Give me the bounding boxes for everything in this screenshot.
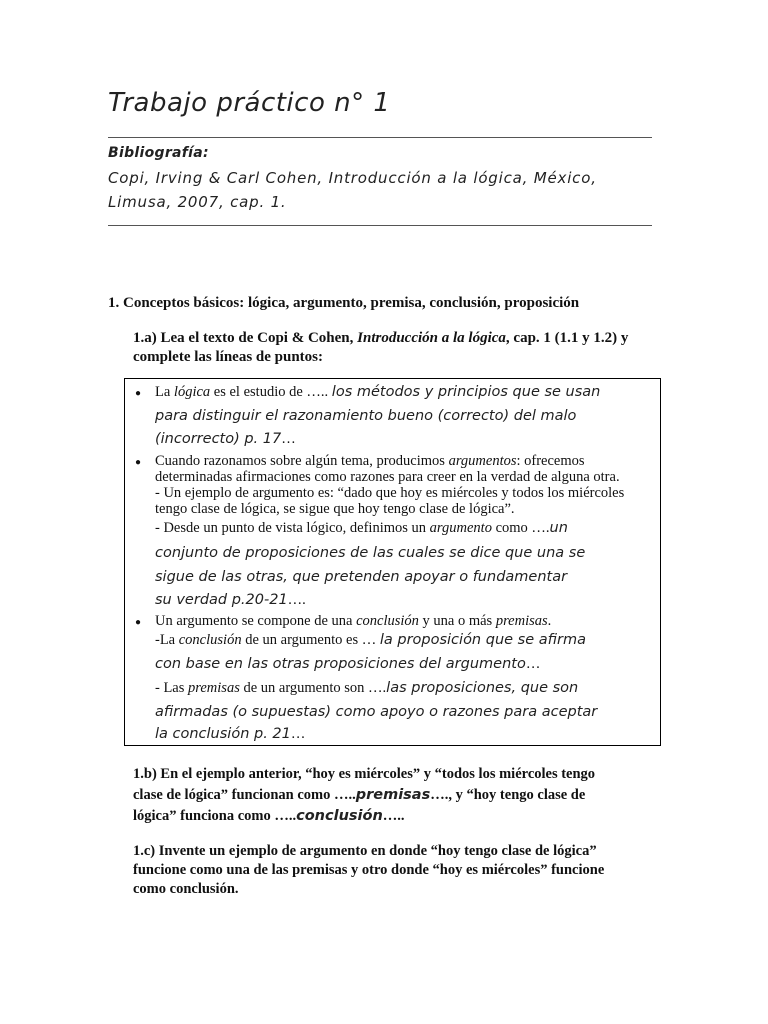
question-1a-line-2: complete las líneas de puntos: bbox=[133, 349, 324, 365]
section-heading: 1. Conceptos básicos: lógica, argumento, premisa, conclusión, proposición bbox=[108, 295, 580, 311]
text: …., y “hoy tengo clase de bbox=[430, 787, 586, 803]
bullet-3-line-1 bbox=[155, 613, 655, 630]
handwritten-answer: un bbox=[549, 520, 568, 536]
bibliography-line-2: Limusa, 2007, cap. 1. bbox=[108, 193, 287, 211]
question-1c-line-3: como conclusión. bbox=[133, 881, 239, 897]
text: … bbox=[525, 656, 541, 672]
bullet-1-line-3 bbox=[155, 431, 655, 448]
text: tengo clase de lógica, se sigue que hoy tengo clase de lógica”. bbox=[155, 501, 515, 517]
handwritten-answer: (incorrecto) p. 17 bbox=[155, 431, 282, 447]
term-premisas: premisas bbox=[495, 613, 548, 629]
text: : ofrecemos bbox=[516, 453, 585, 469]
term-conclusion: conclusión bbox=[356, 613, 419, 629]
divider-top bbox=[108, 137, 652, 138]
term-argumentos: argumentos bbox=[448, 453, 517, 469]
term-conclusion: conclusión bbox=[178, 632, 242, 648]
text: ….. bbox=[382, 808, 405, 824]
text: es el estudio de ….. bbox=[210, 384, 332, 400]
handwritten-answer: conjunto de proposiciones de las cuales se dice que una se bbox=[155, 545, 586, 561]
text: Un argumento se compone de una bbox=[155, 613, 357, 629]
text: como …. bbox=[491, 520, 550, 536]
bullet-3-line-4 bbox=[155, 680, 655, 697]
page-title: Trabajo práctico n° 1 bbox=[108, 88, 391, 118]
bullet-icon: ● bbox=[135, 617, 142, 628]
bullet-icon: ● bbox=[135, 388, 142, 399]
handwritten-answer: conclusión bbox=[296, 808, 383, 824]
question-1a-text-end: , cap. 1 (1.1 y 1.2) y bbox=[505, 330, 629, 346]
handwritten-answer: la conclusión p. 21 bbox=[155, 726, 291, 742]
handwritten-answer: su verdad p.20-21 bbox=[155, 592, 288, 608]
handwritten-answer: los métodos y principios que se usan bbox=[331, 384, 601, 400]
bullet-1-line-1 bbox=[155, 384, 655, 401]
term-argumento: argumento bbox=[429, 520, 492, 536]
term-premisas: premisas bbox=[188, 680, 240, 696]
bullet-3-line-3 bbox=[155, 656, 655, 673]
question-1c-line-1: 1.c) Invente un ejemplo de argumento en donde “hoy tengo clase de lógica” bbox=[133, 843, 597, 859]
question-1b-line-3 bbox=[133, 806, 660, 827]
bullet-2-line-8 bbox=[155, 592, 655, 609]
bullet-3-line-2 bbox=[155, 632, 655, 649]
question-1b bbox=[133, 764, 660, 827]
text: clase de lógica” funcionan como ….. bbox=[133, 787, 356, 803]
question-1a bbox=[133, 329, 660, 367]
term-logica: lógica bbox=[173, 384, 211, 400]
bullet-3-line-6 bbox=[155, 726, 655, 743]
bullet-icon: ● bbox=[135, 457, 142, 468]
text: y una o más bbox=[418, 613, 496, 629]
bibliography-label: Bibliografía: bbox=[108, 145, 209, 161]
question-1c-line-2: funcione como una de las premisas y otro donde “hoy es miércoles” funcione bbox=[133, 862, 605, 878]
text: de un argumento es … bbox=[241, 632, 380, 648]
bullet-2-text bbox=[155, 453, 655, 517]
text: - Las bbox=[155, 680, 189, 696]
text: -La bbox=[155, 632, 179, 648]
handwritten-answer: premisas bbox=[355, 787, 431, 803]
handwritten-answer: la proposición que se afirma bbox=[379, 632, 586, 648]
handwritten-answer: para distinguir el razonamiento bueno (correcto) del malo bbox=[155, 408, 577, 424]
bullet-2-line-5 bbox=[155, 520, 655, 537]
handwritten-answer: las proposiciones, que son bbox=[386, 680, 579, 696]
handwritten-answer: sigue de las otras, que pretenden apoyar o fundamentar bbox=[155, 569, 568, 585]
handwritten-answer: con base en las otras proposiciones del argumento bbox=[155, 656, 526, 672]
bibliography-line-1: Copi, Irving & Carl Cohen, Introducción a la lógica, México, bbox=[108, 169, 597, 187]
handwritten-answer: afirmadas (o supuestas) como apoyo o razones para aceptar bbox=[155, 704, 598, 720]
bibliography-reference bbox=[108, 166, 660, 214]
text: …. bbox=[287, 592, 306, 608]
question-1b-line-1: 1.b) En el ejemplo anterior, “hoy es miércoles” y “todos los miércoles tengo bbox=[133, 766, 596, 782]
text: - Un ejemplo de argumento es: “dado que hoy es miércoles y todos los miércoles bbox=[155, 485, 625, 501]
text: - Desde un punto de vista lógico, definimos un bbox=[155, 520, 430, 536]
text: … bbox=[290, 726, 306, 742]
text: determinadas afirmaciones como razones para creer en la verdad de alguna otra. bbox=[155, 469, 620, 485]
text: La bbox=[155, 384, 174, 400]
text: … bbox=[281, 431, 296, 447]
book-title: Introducción a la lógica bbox=[357, 330, 506, 346]
text: . bbox=[547, 613, 552, 629]
answer-box bbox=[124, 378, 661, 746]
question-1b-line-2 bbox=[133, 785, 660, 806]
text: de un argumento son …. bbox=[239, 680, 387, 696]
divider-bottom bbox=[108, 225, 652, 226]
question-1a-text: 1.a) Lea el texto de Copi & Cohen, bbox=[133, 330, 358, 346]
question-1c bbox=[133, 842, 660, 899]
text: Cuando razonamos sobre algún tema, producimos bbox=[155, 453, 449, 469]
text: lógica” funciona como ….. bbox=[133, 808, 297, 824]
